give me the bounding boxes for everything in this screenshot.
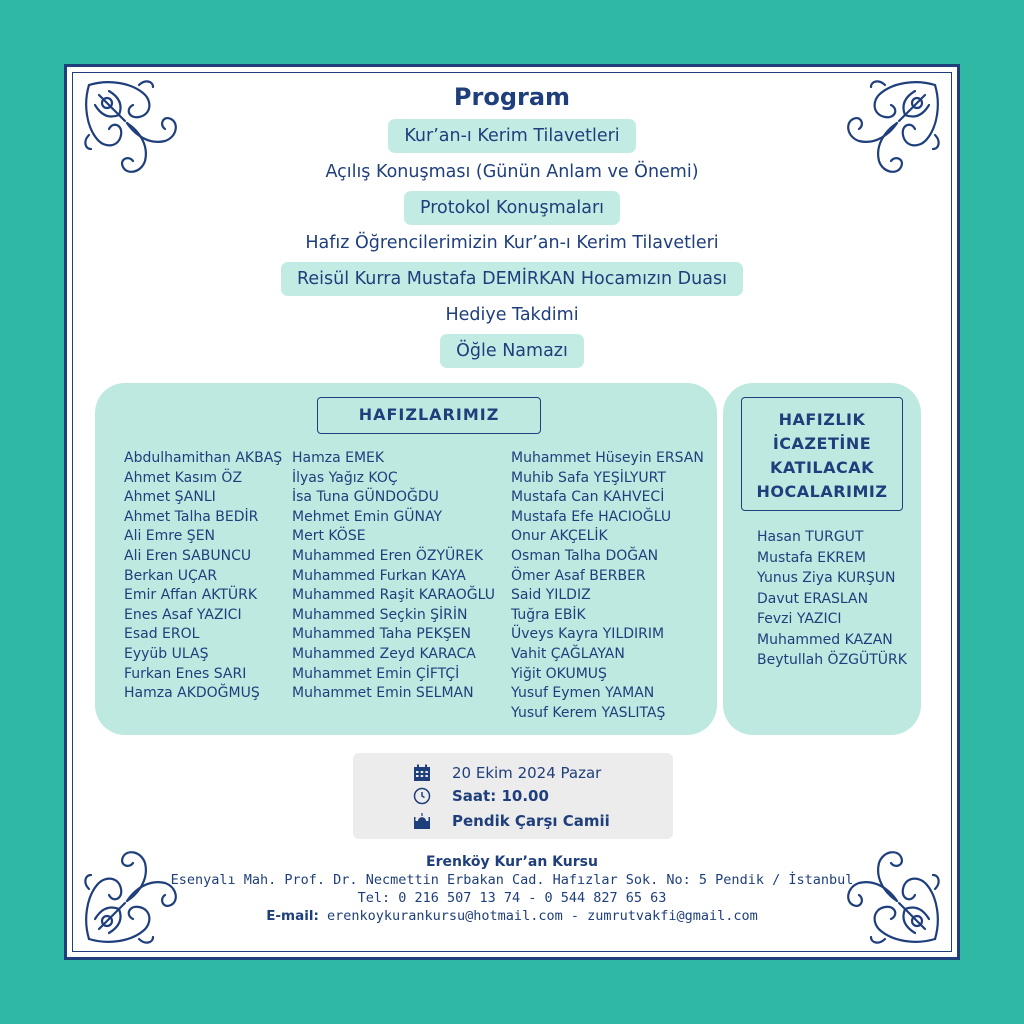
program-title: Program [453,83,571,111]
hafizlar-column-1 [124,449,282,704]
list-item: Muhammet Emin SELMAN [292,685,474,702]
poster-frame [64,64,960,960]
hocalar-heading-line: İCAZETİNE [772,434,872,453]
list-item: Muhammed Eren ÖZYÜREK [292,547,484,564]
list-item: Ahmet Kasım ÖZ [124,469,243,486]
program-item: Kur’an-ı Kerim Tilavetleri [388,119,635,153]
hafizlar-column-3 [511,449,704,723]
list-item: Onur AKÇELİK [511,528,608,545]
list-item: Mert KÖSE [292,528,366,545]
footer [67,853,957,925]
mosque-icon [413,812,431,830]
list-item: Yiğit OKUMUŞ [511,665,607,682]
list-item: Tuğra EBİK [511,606,586,623]
event-time: Saat: 10.00 [452,787,549,805]
list-item: Emir Affan AKTÜRK [124,587,258,604]
program-item: Protokol Konuşmaları [404,191,620,225]
program-item: Açılış Konuşması (Günün Anlam ve Önemi) [325,161,699,182]
list-item: Yusuf Kerem YASLITAŞ [511,704,666,721]
list-item: Muhammed Raşit KARAOĞLU [292,587,495,604]
hocalar-heading-line: KATILACAK [769,458,874,477]
list-item: Mehmet Emin GÜNAY [292,508,443,525]
list-item: Ahmet ŞANLI [124,489,216,506]
list-item: Ahmet Talha BEDİR [124,508,259,525]
email-line [67,907,957,925]
event-info-box [353,753,673,839]
list-item: Ali Emre ŞEN [124,528,216,545]
event-place: Pendik Çarşı Camii [452,812,610,830]
phone: Tel: 0 216 507 13 74 - 0 544 827 65 63 [357,890,667,906]
hocalar-list [757,527,907,671]
list-item: Abdulhamithan AKBAŞ [124,450,283,466]
list-item: Said YILDIZ [511,587,591,604]
program-list [67,119,957,370]
list-item: Yunus Ziya KURŞUN [757,570,896,586]
list-item: Ali Eren SABUNCU [124,547,252,564]
hocalar-heading [741,397,903,511]
hafizlar-column-2 [292,449,495,704]
list-item: İsa Tuna GÜNDOĞDU [292,489,439,506]
hafizlar-panel [95,383,717,735]
program-item: Hafız Öğrencilerimizin Kur’an-ı Kerim Tilavetleri [305,233,719,254]
list-item: Vahit ÇAĞLAYAN [511,645,625,662]
list-item: İlyas Yağız KOÇ [292,469,398,486]
list-item: Mustafa Efe HACIOĞLU [511,508,672,525]
list-item: Osman Talha DOĞAN [511,547,659,564]
list-item: Muhammed Furkan KAYA [292,567,466,584]
program-item: Reisül Kurra Mustafa DEMİRKAN Hocamızın Duası [281,262,743,296]
clock-icon [413,787,431,805]
list-item: Muhammed Seçkin ŞİRİN [292,606,468,623]
program-item: Öğle Namazı [440,334,584,368]
list-item: Enes Asaf YAZICI [124,606,242,623]
event-place-row [413,812,610,830]
list-item: Esad EROL [124,626,200,643]
email-label: E-mail: [266,908,319,924]
list-item: Hasan TURGUT [757,529,864,545]
address: Esenyalı Mah. Prof. Dr. Necmettin Erbakan Cad. Hafızlar Sok. No: 5 Pendik / İstanbul [170,872,854,888]
list-item: Muhammed Taha PEKŞEN [292,626,472,643]
list-item: Muhammet Hüseyin ERSAN [511,450,704,466]
email-address: erenkoykurankursu@hotmail.com - zumrutvakfi@gmail.com [327,908,758,924]
list-item: Muhammed Zeyd KARACA [292,645,476,662]
program-item: Hediye Takdimi [445,304,579,325]
list-item: Eyyüb ULAŞ [124,645,209,662]
org-name: Erenköy Kur’an Kursu [426,854,598,870]
list-item: Muhammet Emin ÇİFTÇİ [292,665,460,682]
list-item: Muhib Safa YEŞİLYURT [511,469,666,486]
list-item: Hamza EMEK [292,450,385,466]
hafizlar-heading: HAFIZLARIMIZ [317,397,541,434]
hocalar-heading-line: HAFIZLIK [778,410,866,429]
list-item: Mustafa EKREM [757,549,866,566]
list-item: Mustafa Can KAHVECİ [511,489,665,506]
calendar-icon [413,764,431,782]
list-item: Ömer Asaf BERBER [511,567,646,584]
event-date: 20 Ekim 2024 Pazar [452,764,602,782]
event-date-row [413,764,601,782]
list-item: Muhammed KAZAN [757,631,893,648]
hocalar-heading-line: HOCALARIMIZ [756,482,888,501]
list-item: Berkan UÇAR [124,567,218,584]
list-item: Hamza AKDOĞMUŞ [124,685,260,702]
hocalar-panel [723,383,921,735]
list-item: Beytullah ÖZGÜTÜRK [757,652,907,668]
list-item: Fevzi YAZICI [757,611,842,627]
list-item: Davut ERASLAN [757,590,869,607]
list-item: Furkan Enes SARI [124,665,247,682]
event-time-row [413,787,549,805]
list-item: Üveys Kayra YILDIRIM [511,626,665,643]
list-item: Yusuf Eymen YAMAN [511,685,655,702]
